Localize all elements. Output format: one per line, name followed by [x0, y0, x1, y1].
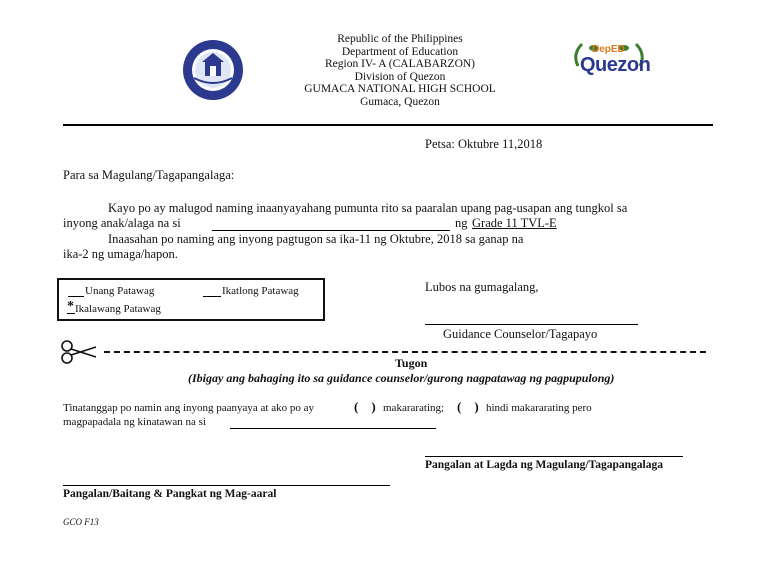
counselor-title: Guidance Counselor/Tagapayo: [443, 327, 598, 341]
student-name-blank: [212, 230, 450, 231]
closing: Lubos na gumagalang,: [425, 280, 539, 294]
reply-title: Tugon: [395, 356, 428, 370]
opt2-blank: [203, 296, 221, 297]
paragraph-2-line-1: Inaasahan po naming ang inyong pagtugon sa ika-11 ng Oktubre, 2018 sa ganap na: [108, 232, 524, 246]
header-line-5: GUMACA NATIONAL HIGH SCHOOL: [304, 83, 496, 95]
opt-unang-patawag: Unang Patawag: [85, 285, 155, 297]
letterhead: [200, 33, 600, 108]
deped-text: DepED: [592, 44, 625, 55]
header-divider: [63, 124, 713, 126]
no-paren-box[interactable]: ( ): [457, 399, 479, 414]
paragraph-1-ng: ng: [455, 216, 468, 230]
opt3-mark: *: [67, 299, 74, 314]
header-line-1: Republic of the Philippines: [337, 33, 463, 45]
grade-section: Grade 11 TVL-E: [472, 216, 557, 230]
header-line-3: Region IV- A (CALABARZON): [324, 58, 476, 70]
paragraph-2-line-2: ika-2 ng umaga/hapon.: [63, 247, 178, 261]
student-signature-line: [63, 485, 390, 486]
opt-ikalawang-patawag: Ikalawang Patawag: [75, 303, 161, 315]
opt1-blank: [68, 296, 84, 297]
letter-date: Petsa: Oktubre 11,2018: [425, 137, 543, 151]
yes-paren-box[interactable]: ( ): [354, 399, 376, 414]
paragraph-1-line-1: Kayo po ay malugod naming inaanyayahang pumunta rito sa paaralan upang pag-usapan ang tungkol sa: [108, 201, 628, 215]
opt-makararating: makararating;: [383, 402, 445, 414]
opt3-blank: [67, 313, 75, 314]
header-line-4: Division of Quezon: [354, 70, 446, 83]
reply-line-2-lead: magpapadala ng kinatawan na si: [63, 416, 206, 428]
form-code: GCO F13: [63, 517, 99, 527]
parent-signature-label: Pangalan at Lagda ng Magulang/Tagapangalaga: [425, 459, 663, 471]
reply-subtitle: (Ibigay ang bahaging ito sa guidance counselor/gurong nagpatawag ng pagpupulong): [188, 371, 615, 385]
student-signature-label: Pangalan/Baitang & Pangkat ng Mag-aaral: [63, 488, 277, 500]
counselor-signature-line: [425, 324, 638, 325]
salutation: Para sa Magulang/Tagapangalaga:: [63, 168, 235, 182]
opt-hindi-makararating: hindi makararating pero: [486, 402, 592, 414]
scissors-icon: [60, 340, 100, 364]
opt-ikatlong-patawag: Ikatlong Patawag: [222, 285, 299, 297]
header-line-6: Gumaca, Quezon: [360, 95, 440, 108]
reply-line-1-lead: Tinatanggap po namin ang inyong paanyaya at ako po ay: [63, 402, 315, 414]
header-line-2: Department of Education: [341, 45, 459, 58]
quezon-text: Quezon: [580, 54, 651, 76]
paragraph-1-line-2-lead: inyong anak/alaga na si: [63, 216, 181, 230]
parent-signature-line: [425, 456, 683, 457]
representative-name-blank: [230, 428, 436, 429]
cut-line: [104, 351, 706, 353]
